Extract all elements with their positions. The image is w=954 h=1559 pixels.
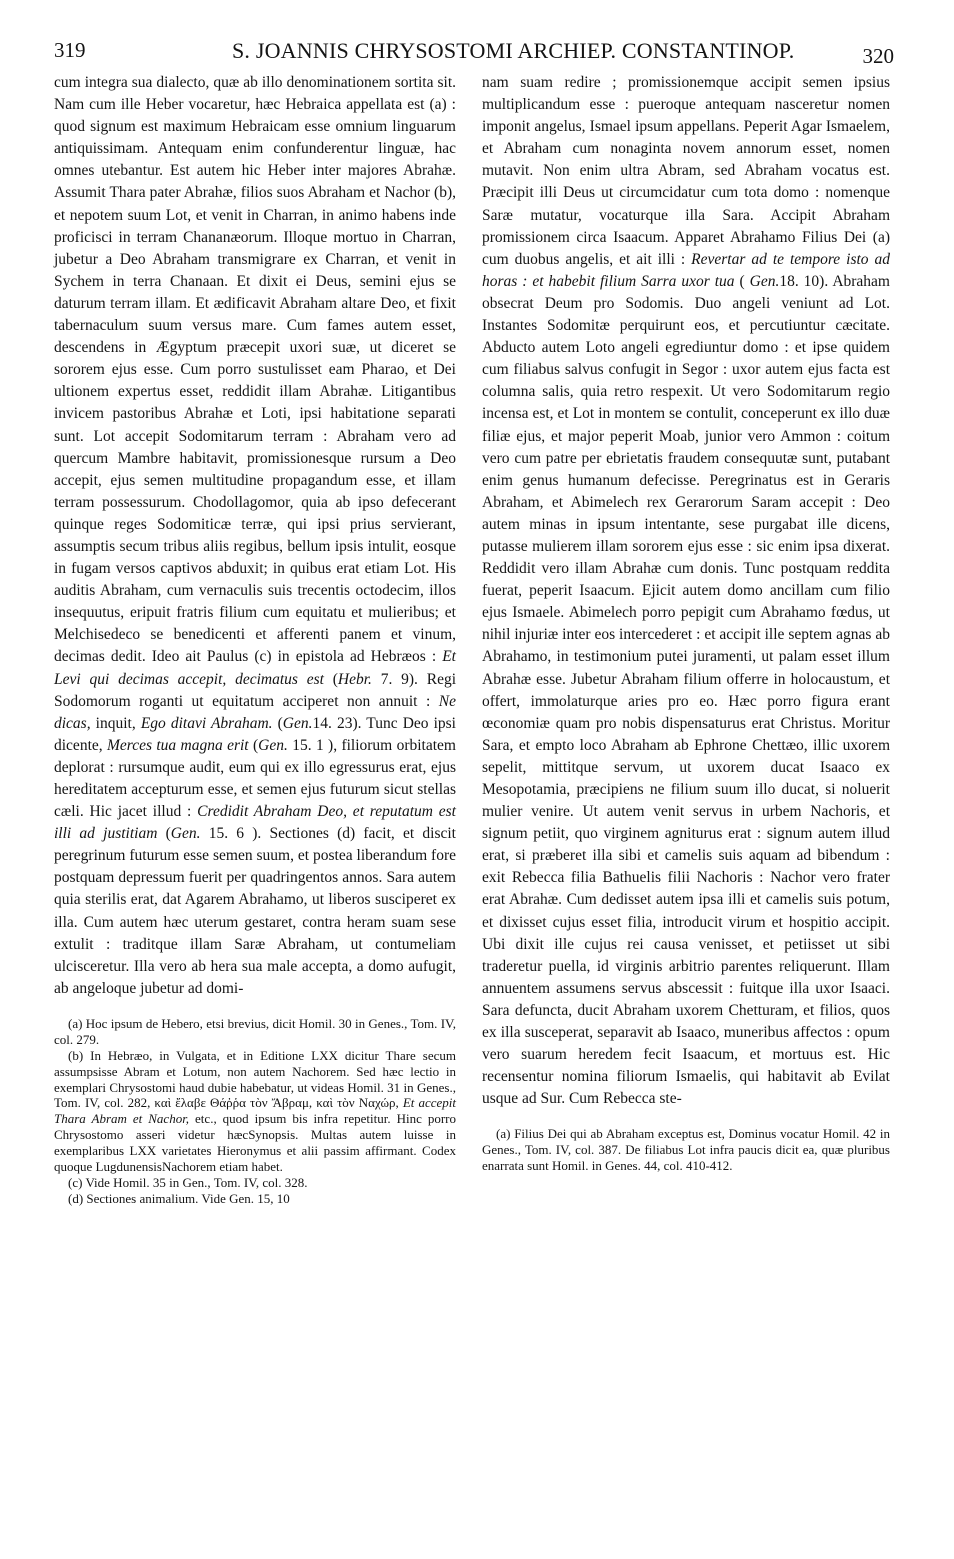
right-column-body: nam suam redire ; promissionemque accipit semen ipsius multiplicandum esse : pueroque antequam nasceretur nomen imponit angelus, Ismael ipsum appellans. Peperit Agar Ismaelem, et Abraham cum nonaginta novem annorum esset, nomen mutavit. Non enim ultra Abram, sed Abraham vocatus est. Præcipit illi Deus ut circumcidatur cum tota domo : nomenque Saræ mutatur, vocaturque illa Sara. Accipit Abraham promissionem circa Isaacum. Apparet Abrahamo Filius Dei (a) cum duobus angelis, et ait illi : Revertar ad te tempore isto ad horas : et habebit filium Sarra uxor tua ( Gen.18. 10). Abraham obsecrat Deum pro Sodomis. Duo angeli veniunt ad Lot. Instantes Sodomitæ perquirunt eos, et percutiuntur cæcitate. Abducto autem Loto angeli egrediuntur domo : et ipse quidem cum filiabus salvus confugit in Segor : uxor autem ejus facta est columna salis, quia retro respexit. Ut vero Sodomitarum regio incensa est, et Lot in montem se contulit, conceperunt ex illo duæ filiæ ejus, et major peperit Moab, junior vero Ammon : coitum vero cum patre per ebrietatis fraudem consequutæ sunt, putabant enim genus humanum defecisse. Peregrinatus est in Geraris Abraham, et Abimelech rex Gerarorum Saram accepit : Deo autem minas in ipsum intentante, sese purgabat ille dicens, putasse mulierem illam sororem ejus esse : sic enim ipsa dixerat. Reddidit vero illam Abrahæ cum donis. Tunc postquam reddita fuerat, peperit Isaacum. Ejicit autem domo ancillam cum filio ejus Ismaele. Abimelech porro pepigit cum Abrahamo fœdus, ut nihil injuriæ inter eos intercederet : et accipit ille septem agnas ab Abrahamo, in testimonium putei juramenti, ut palam esset illum Abrahæ esse. Jubetur Abraham filium offerre in holocaustum, et offert, immolaturque aries pro eo. Hæc porro figura erant œconomiæ quam pro nobis dispensaturus erat Christus. Moritur Sara, et empto loco Abraham ab Ephrone Chettæo, illic uxorem sepelit, mittitque servum, ut uxorem ducat Isaaco ex Mesopotamia, præcipiens ne filium suum illo ducat, si noluerit mulier venire. Ut autem venit servus in urbem Nachoris, et signum petiit, quo virginem agniturus erat : signum autem illud erat, si præberet illa sibi et camelis suis aquam ad bibendum : exit Rebecca filia Bathuelis filii Nachoris : Nachor vero frater erat Abrahæ. Cum dedisset autem ipsa illi et camelis suis potum, et dixisset cujus esset filia, introducit virum et hospitio accipit. Ubi dixit ille cujus rei causa venisset, et petiisset ut sibi traderetur puella, id virginis arbitrio parentes reliquerunt. Illam annuentem assumens servus abscessit : fuitque illa uxor Isaaci. Sara defuncta, ducit Abraham uxorem Chetturam, et filios, quos ex illa susceperat, separavit ab Isaaco, muneribus affectos : opum vero suarum heredem fecit Isaacum, et mortuus est. Hic recensentur nomina filiorum Ismaelis, qui habitavit ab Evilat usque ad Sur. Cum Rebecca ste- (482, 74, 890, 1108)
footnote-c: (c) Vide Homil. 35 in Gen., Tom. IV, col. 328. (68, 1175, 308, 1190)
page-number-left: 319 (54, 38, 86, 62)
page-number-right: 320 (862, 44, 894, 68)
left-footnotes (54, 1016, 456, 1207)
footnote-b: (b) In Hebræo, in Vulgata, et in Editione LXX dicitur Thare secum assumpsisse Abram et Lotum, non autem Nachorem. Sed hæc lectio in exemplari Chrysostomi haud dubie habebatur, ut videas Homil. 31 in Genes., Tom. IV, col. 282, καὶ ἔλαβε Θάῤῥα τὸν Ἄβραμ, καὶ τὸν Ναχώρ, Et accepit Thara Abram et Nachor, etc., quod ipsum bis infra repetitur. Hinc porro Chrysostomo asseri videtur hæcSynopsis. Multas autem luisse in exemplaribus LXX varietates Hieronymus et alii passim affirmant. Codex quoque LugdunensisNachorem etiam habet. (54, 1047, 456, 1175)
right-footnotes (482, 1126, 890, 1174)
footnote-a-right: (a) Filius Dei qui ab Abraham exceptus est, Dominus vocatur Homil. 42 in Genes., Tom. IV, col. 387. De filiabus Lot infra paucis dicit ea, quæ pluribus enarrata sunt Homil. in Genes. 44, col. 410-412. (482, 1126, 890, 1174)
footnote-d: (d) Sectiones animalium. Vide Gen. 15, 10 (68, 1190, 290, 1206)
left-column-body: cum integra sua dialecto, quæ ab illo denominationem sortita sit. Nam cum ille Heber vocaretur, hæc Hebraica appellata est (a) : quod signum est maximum Hebraicam esse omnium linguarum antiquissimam. Antequam enim confunderentur linguæ, hac omnes utebantur. Est autem hic Heber inter majores Abrahæ. Assumit Thara pater Abrahæ, filios suos Abraham et Nachor (b), et nepotem suum Lot, et venit in Charran, in animo habens inde proficisci in terram Chananæorum. Illoque mortuo in Charran, jubetur a Deo Abraham transmigrare ex Charran, et venit in Sychem in terra Chanaan. Et dixit ei Deus, semini ejus se daturum terram illam. Et ædificavit Abraham altare Deo, et fixit tabernaculum suum versus mare. Cum fames autem esset, descendens in Ægyptum præcepit uxori suæ, ut diceret se sororem ejus esse. Cum porro sustulisset eam Pharao, et Dei ultionem expertus esset, reddidit illam Abrahæ. Litigantibus invicem pastoribus Abrahæ et Loti, ipsi habitatione separati sunt. Lot accepit Sodomitarum terram : Abraham vero ad quercum Mambre habitavit, promissionesque rursum a Deo accepit, ejus semen multitudine propagandum esse, et illam terram possessurum. Chodollagomor, quia ab ipso defecerant quinque reges Sodomiticæ terræ, qui ipsi prius servierant, assumptis secum tribus aliis regibus, bellum ipsis intulit, eosque in fugam versos captivos abduxit; in quibus erat etiam Lot. His auditis Abraham, cum vernaculis suis trecentis octodecim, illos insequutus, eripuit fratris filium cum equitatu et mulieribus; et Melchisedeco se benedicenti et afferenti panem et vinum, decimas dedit. Ideo ait Paulus (c) in epistola ad Hebræos : Et Levi qui decimas accepit, decimatus est (Hebr. 7. 9). Regi Sodomorum roganti ut equitatum acciperet non annuit : Ne dicas, inquit, Ego ditavi Abraham. (Gen.14. 23). Tunc Deo ipsi dicente, Merces tua magna erit (Gen. 15. 1 ), filiorum orbitatem deplorat : rursumque audit, eum qui ex illo egressurus erat, ejus hereditatem accepturum esse, et semen ejus futurum sicut stellas cæli. Hic jacet illud : Credidit Abraham Deo, et reputatum est illi ad justitiam (Gen. 15. 6 ). Sectiones (d) facit, et discit peregrinum futurum esse semen suum, et postea liberandum fore postquam depressum fuerit per quadringentos annos. Sara autem quia sterilis erat, dat Agarem Abrahamo, ut liberos susciperet ex illa. Cum autem hæc uterum gestaret, contra heram suam sese extulit : traditque illam Saræ Abraham, ut contumeliam ulcisceretur. Illa vero ab hera sua male accepta, a domo aufugit, ab angeloque jubetur ad domi- (54, 74, 457, 997)
running-title: S. JOANNIS CHRYSOSTOMI ARCHIEP. CONSTANTINOP. (232, 38, 795, 63)
right-column (482, 72, 890, 1174)
running-header (0, 38, 954, 72)
footnote-a: (a) Hoc ipsum de Hebero, etsi brevius, dicit Homil. 30 in Genes., Tom. IV, col. 279. (54, 1015, 456, 1047)
left-column (54, 72, 456, 1207)
